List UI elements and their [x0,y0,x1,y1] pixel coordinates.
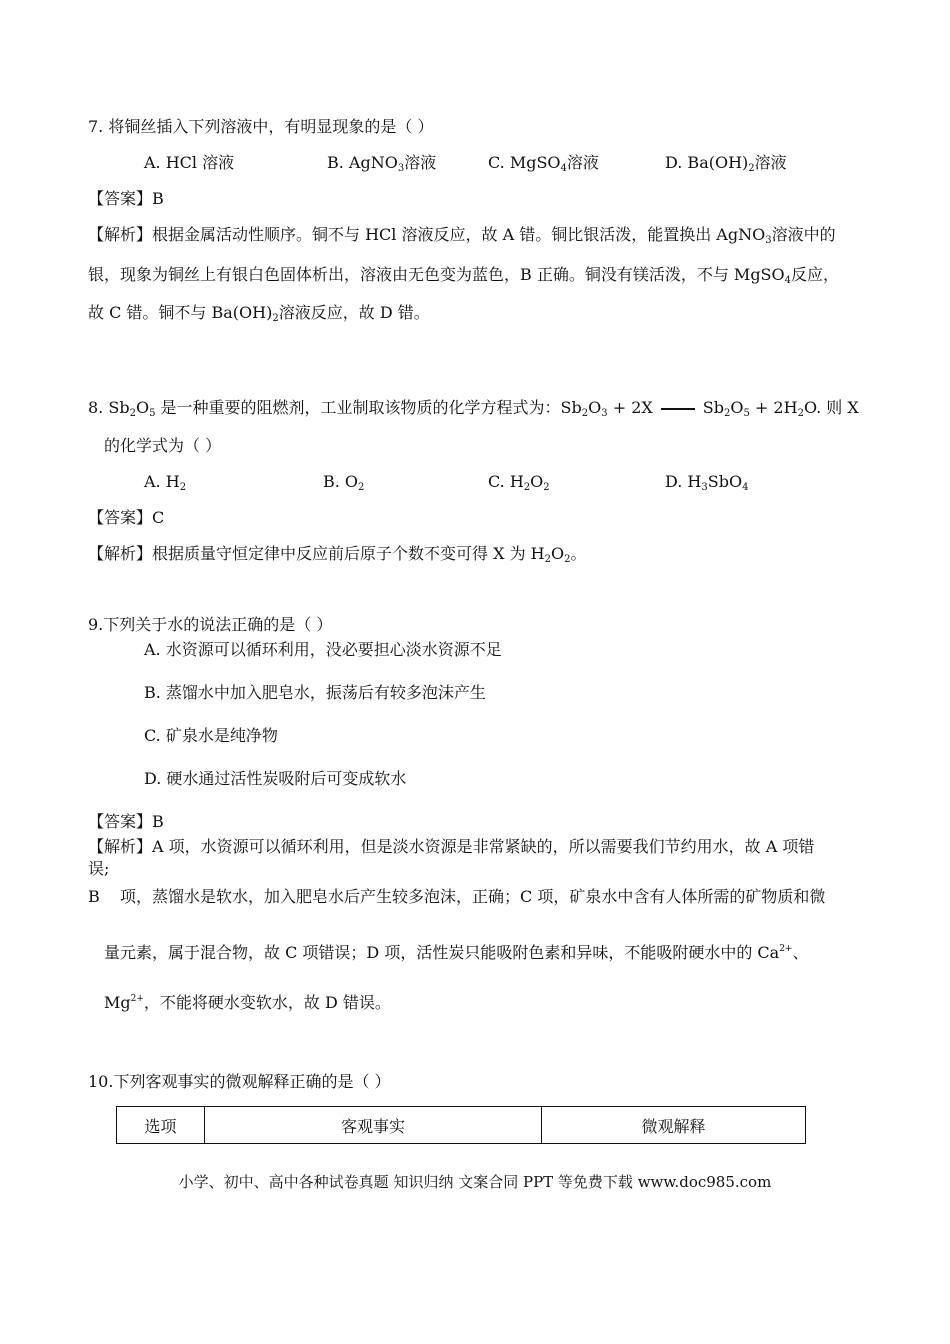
q9-explanation-line-5: $Mg^{2+}$，不能将硬水变软水，故 D 错误。 [104,993,391,1012]
q8-answer: 【答案】C [88,508,165,527]
q7-option-c: C. MgSO$_4$溶液 [488,153,599,174]
q10-table [116,1106,806,1144]
q7-option-a: A. HCl 溶液 [144,153,235,172]
page-footer: 小学、初中、高中各种试卷真题 知识归纳 文案合同 PPT 等免费下载 www.doc985.com [178,1173,772,1191]
q7-explanation-line-3: 故 C 错。铜不与 $Ba(OH)_2$溶液反应，故 D 错。 [88,303,430,324]
q9-explanation-line-1: 【解析】A 项，水资源可以循环利用，但是淡水资源是非常紧缺的，所以需要我们节约用水，故 A 项错 [88,837,815,856]
q9-explanation-line-2: 误; [88,859,110,878]
q7-explanation-line-2: 银，现象为铜丝上有银白色固体析出，溶液由无色变为蓝色，B 正确。铜没有镁活泼，不与 MgSO$_4$反应， [88,265,840,286]
q9-option-b: B. 蒸馏水中加入肥皂水，振荡后有较多泡沫产生 [144,683,486,702]
q7-stem: 7. 将铜丝插入下列溶液中，有明显现象的是（ ） [88,117,434,136]
table-header-fact: 客观事实 [205,1107,542,1144]
q8-stem-line-1: 8. $Sb_2O_5$ 是一种重要的阻燃剂，工业制取该物质的化学方程式为：$Sb_2O_3 + 2X$ $Sb_2O_5 + 2H_2O$. 则 X [88,398,859,419]
q9-option-d: D. 硬水通过活性炭吸附后可变成软水 [144,769,407,788]
q8-explanation: 【解析】根据质量守恒定律中反应前后原子个数不变可得 X 为 $H_2O_2$。 [88,544,587,565]
q9-explanation-line-4: 量元素，属于混合物，故 C 项错误；D 项，活性炭只能吸附色素和异味，不能吸附硬水中的 $Ca^{2+}$、 [104,943,809,962]
q7-answer: 【答案】B [88,189,164,208]
q9-option-a: A. 水资源可以循环利用，没必要担心淡水资源不足 [144,640,502,659]
table-header-explanation: 微观解释 [542,1107,806,1144]
q9-option-c: C. 矿泉水是纯净物 [144,726,278,745]
q7-option-d: D. $Ba(OH)_2$溶液 [665,153,787,174]
q7-option-b: B. AgNO$_3$溶液 [327,153,437,174]
table-header-option: 选项 [117,1107,205,1144]
q8-option-b: B. $O_2$ [323,472,365,493]
q10-stem: 10.下列客观事实的微观解释正确的是（ ） [88,1072,391,1091]
q8-option-d: D. $H_3SbO_4$ [665,472,749,493]
q8-stem-line-2: 的化学式为（ ） [104,436,222,455]
q9-answer: 【答案】B [88,812,164,831]
q9-stem: 9.下列关于水的说法正确的是（ ） [88,615,333,634]
q8-option-a: A. $H_2$ [144,472,187,493]
q9-explanation-line-3: 项，蒸馏水是软水，加入肥皂水后产生较多泡沫，正确；C 项，矿泉水中含有人体所需的矿物质和微 [120,887,826,906]
table-header-row [117,1107,806,1144]
equation-equals-bar [661,408,695,410]
q7-explanation-line-1: 【解析】根据金属活动性顺序。铜不与 HCl 溶液反应，故 A 错。铜比银活泼，能置换出 AgNO$_3$溶液中的 [88,225,836,246]
q9-explanation-line-3-label: B [88,887,100,906]
q8-option-c: C. $H_2O_2$ [488,472,550,493]
